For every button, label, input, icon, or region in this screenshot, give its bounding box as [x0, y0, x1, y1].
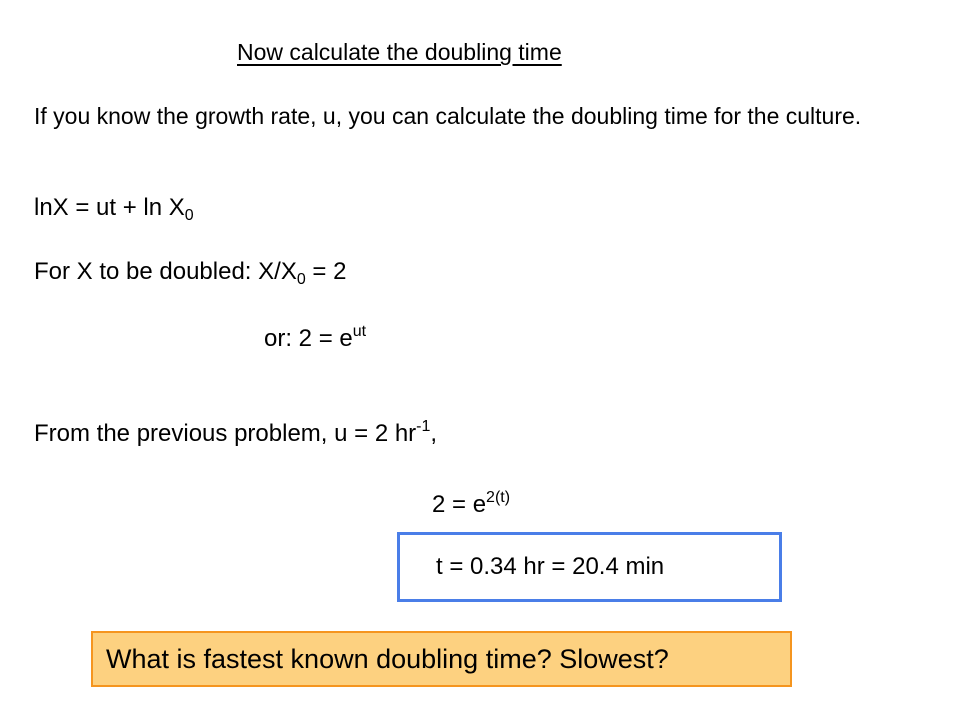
- substituted-equation-superscript: 2(t): [486, 489, 511, 506]
- previous-problem-superscript: -1: [416, 418, 431, 435]
- log-growth-equation-main: lnX = ut + ln X: [34, 194, 185, 221]
- intro-paragraph: If you know the growth rate, u, you can calculate the doubling time for the culture.: [34, 103, 862, 129]
- log-growth-equation: [34, 192, 194, 224]
- question-text: What is fastest known doubling time? Slowest?: [106, 644, 669, 674]
- substituted-equation-main: 2 = e: [432, 491, 487, 518]
- doubling-condition-prefix: For X to be doubled: X/X: [34, 258, 297, 285]
- previous-problem-main: From the previous problem, u = 2 hr: [34, 420, 417, 447]
- exponential-form-main: or: 2 = e: [264, 325, 353, 352]
- slide-title: Now calculate the doubling time: [237, 39, 562, 65]
- previous-problem-suffix: ,: [430, 420, 438, 447]
- doubling-condition-suffix: = 2: [305, 258, 347, 285]
- doubling-condition-subscript: 0: [296, 271, 306, 288]
- result-text: t = 0.34 hr = 20.4 min: [436, 553, 665, 580]
- log-growth-equation-subscript: 0: [184, 207, 194, 224]
- exponential-form-superscript: ut: [352, 323, 367, 340]
- exponential-form-equation: [264, 323, 366, 355]
- substituted-equation: [432, 489, 510, 521]
- previous-problem-note: [34, 418, 437, 450]
- result-box: [397, 532, 782, 602]
- question-box: [91, 631, 792, 687]
- doubling-condition: [34, 256, 346, 288]
